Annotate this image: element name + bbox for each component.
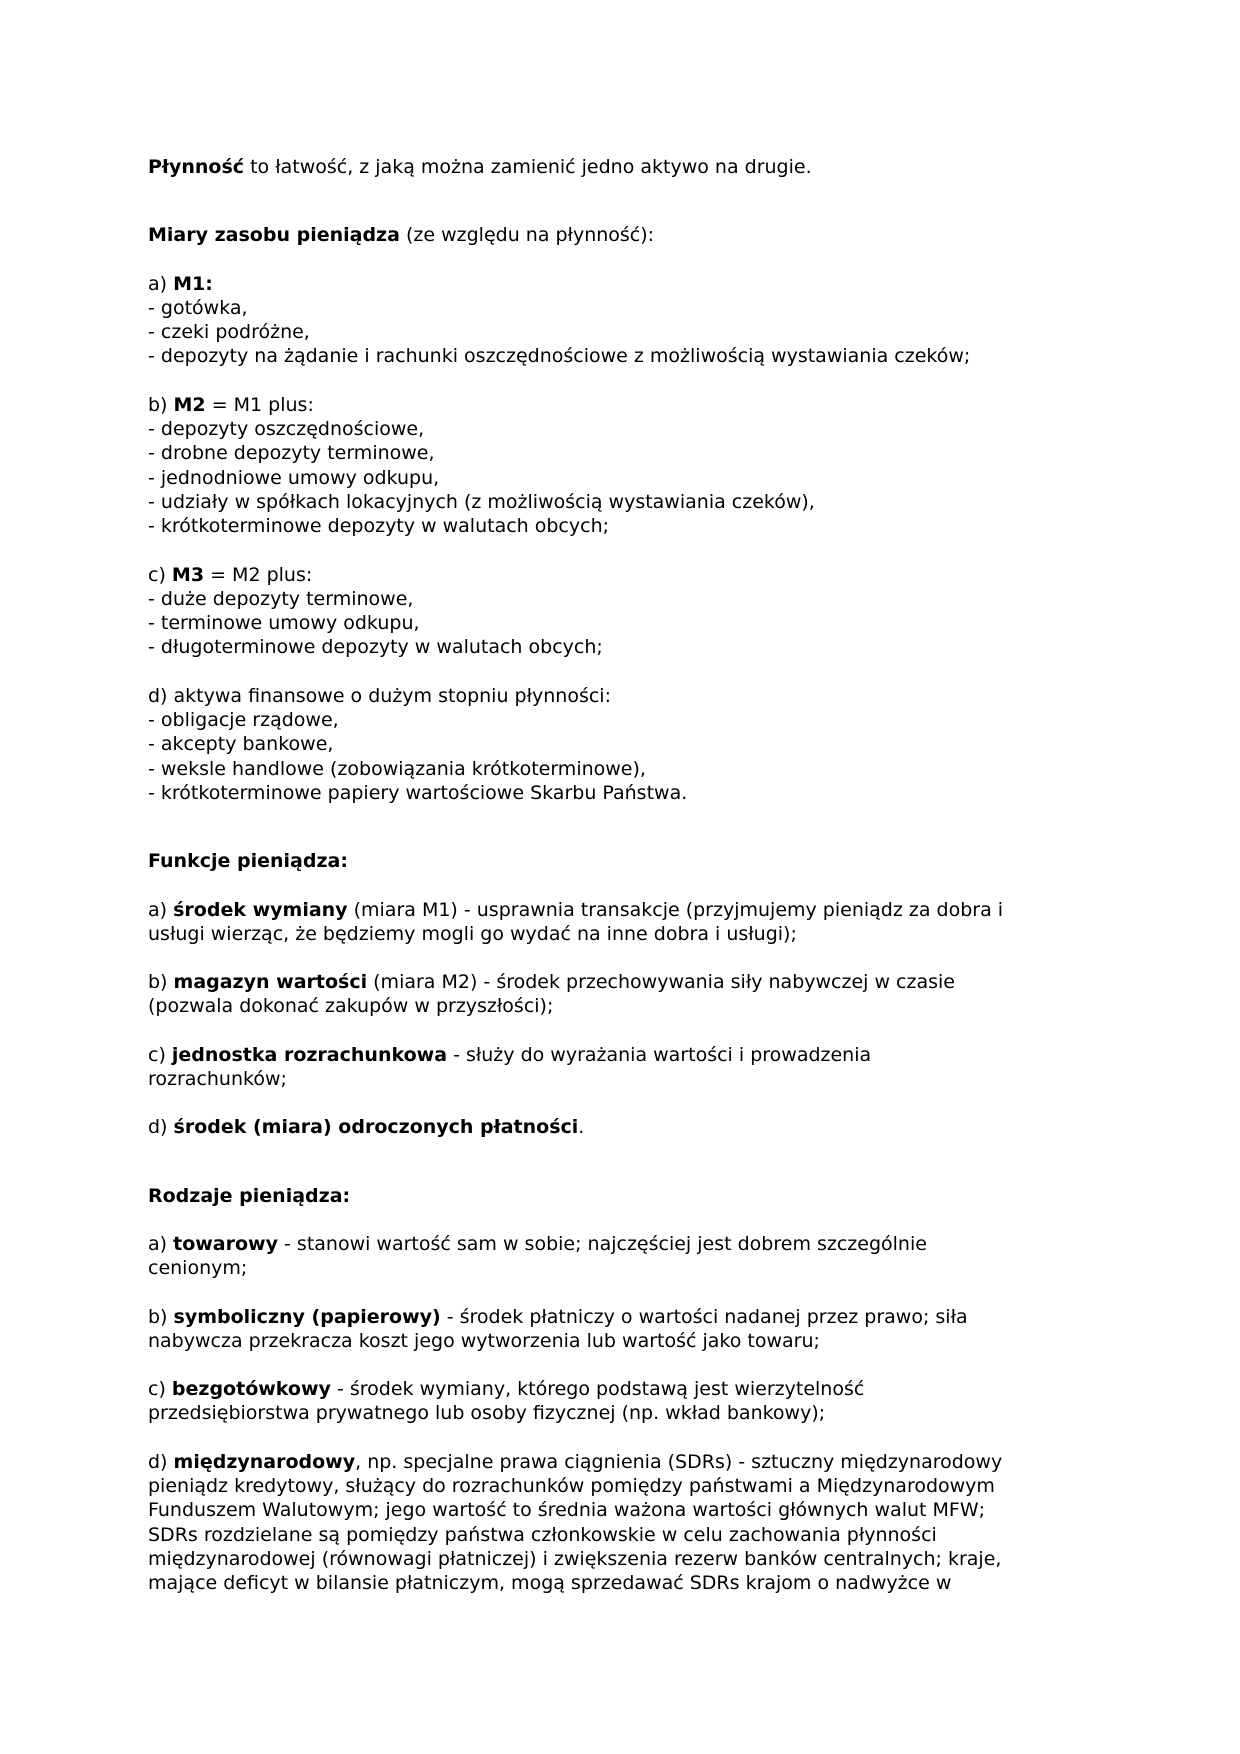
type-d-text: , np. specjalne prawa ciągnienia (SDRs) - sztuczny międzynarodowy bbox=[355, 1450, 1003, 1473]
m3-prefix: c) bbox=[148, 563, 172, 586]
list-item: - czeki podróżne, bbox=[148, 321, 310, 344]
function-a-text: (miara M1) - usprawnia transakcje (przyjmujemy pieniądz za dobra i bbox=[347, 898, 1004, 921]
m3-rest: = M2 plus: bbox=[204, 563, 313, 586]
type-a-text: - stanowi wartość sam w sobie; najczęściej jest dobrem szczególnie bbox=[277, 1232, 927, 1255]
list-item: - weksle handlowe (zobowiązania krótkoterminowe), bbox=[148, 757, 646, 780]
intro-text: to łatwość, z jaką można zamienić jedno aktywo na drugie. bbox=[244, 156, 812, 178]
measures-heading-term: Miary zasobu pieniądza bbox=[148, 224, 400, 247]
measures-heading bbox=[148, 223, 1088, 247]
m2-name: M2 bbox=[173, 393, 206, 416]
type-a-prefix: a) bbox=[148, 1232, 174, 1255]
function-d-rest: . bbox=[578, 1116, 585, 1139]
type-b-line2: nabywcza przekracza koszt jego wytworzenia lub wartość jako towaru; bbox=[148, 1329, 820, 1352]
type-c-term: bezgotówkowy bbox=[171, 1378, 331, 1401]
type-c bbox=[148, 1377, 1088, 1426]
m1-heading bbox=[148, 272, 1088, 296]
function-d-term: środek (miara) odroczonych płatności bbox=[173, 1116, 579, 1139]
type-b bbox=[148, 1305, 1088, 1354]
list-item: - krótkoterminowe papiery wartościowe Skarbu Państwa. bbox=[148, 781, 688, 804]
m2-rest: = M1 plus: bbox=[205, 393, 314, 416]
function-a-line1 bbox=[148, 898, 1088, 922]
function-c-term: jednostka rozrachunkowa bbox=[171, 1043, 448, 1066]
function-d-line1 bbox=[148, 1115, 1088, 1139]
type-d-line: mające deficyt w bilansie płatniczym, mogą sprzedawać SDRs krajom o nadwyżce w bbox=[148, 1572, 952, 1595]
function-d bbox=[148, 1115, 1088, 1139]
function-a bbox=[148, 898, 1088, 947]
intro-term: Płynność bbox=[148, 156, 245, 178]
type-b-term: symboliczny (papierowy) bbox=[173, 1305, 441, 1328]
function-a-line2: usługi wierząc, że będziemy mogli go wydać na inne dobra i usługi); bbox=[148, 922, 797, 945]
function-b-term: magazyn wartości bbox=[173, 971, 368, 994]
m3-name: M3 bbox=[171, 563, 205, 586]
function-c-text: - służy do wyrażania wartości i prowadzenia bbox=[447, 1043, 872, 1066]
list-item: - terminowe umowy odkupu, bbox=[148, 612, 420, 635]
list-item: - jednodniowe umowy odkupu, bbox=[148, 466, 440, 489]
measures-heading-rest: (ze względu na płynność): bbox=[399, 224, 655, 247]
function-d-prefix: d) bbox=[148, 1116, 174, 1139]
list-item: - depozyty oszczędnościowe, bbox=[148, 418, 425, 441]
type-d-line1 bbox=[148, 1450, 1088, 1474]
intro-paragraph bbox=[148, 155, 1088, 179]
function-c-line2: rozrachunków; bbox=[148, 1068, 287, 1091]
type-c-line1 bbox=[148, 1377, 1088, 1401]
type-a-line2: cenionym; bbox=[148, 1257, 248, 1280]
function-b-text: (miara M2) - środek przechowywania siły nabywczej w czasie bbox=[367, 971, 955, 994]
m3-heading bbox=[148, 563, 1088, 587]
type-b-text: - środek płatniczy o wartości nadanej przez prawo; siła bbox=[440, 1305, 968, 1328]
function-b-line1 bbox=[148, 970, 1088, 994]
type-d-term: międzynarodowy bbox=[173, 1450, 356, 1473]
m2-block bbox=[148, 393, 1088, 539]
list-item: - drobne depozyty terminowe, bbox=[148, 442, 435, 465]
list-item: - długoterminowe depozyty w walutach obcych; bbox=[148, 636, 603, 659]
type-d bbox=[148, 1450, 1088, 1596]
type-a-term: towarowy bbox=[173, 1232, 278, 1255]
type-b-line1 bbox=[148, 1305, 1088, 1329]
types-heading-text: Rodzaje pieniądza: bbox=[148, 1184, 351, 1207]
type-a-line1 bbox=[148, 1232, 1088, 1256]
list-item: - udziały w spółkach lokacyjnych (z możliwością wystawiania czeków), bbox=[148, 490, 815, 513]
function-c-line1 bbox=[148, 1043, 1088, 1067]
type-d-prefix: d) bbox=[148, 1450, 174, 1473]
types-heading bbox=[148, 1184, 1088, 1208]
list-item: - depozyty na żądanie i rachunki oszczędnościowe z możliwością wystawiania czeków; bbox=[148, 345, 971, 368]
m2-heading bbox=[148, 393, 1088, 417]
liquid-assets-block bbox=[148, 684, 1088, 805]
function-a-term: środek wymiany bbox=[173, 898, 348, 921]
type-d-line: pieniądz kredytowy, służący do rozrachunków pomiędzy państwami a Międzynarodowym bbox=[148, 1474, 995, 1497]
m1-prefix: a) bbox=[148, 272, 174, 295]
type-a bbox=[148, 1232, 1088, 1281]
type-c-prefix: c) bbox=[148, 1378, 172, 1401]
function-a-prefix: a) bbox=[148, 898, 174, 921]
m2-prefix: b) bbox=[148, 393, 174, 416]
function-c-prefix: c) bbox=[148, 1043, 172, 1066]
type-c-text: - środek wymiany, którego podstawą jest wierzytelność bbox=[330, 1378, 865, 1401]
list-item: - obligacje rządowe, bbox=[148, 709, 339, 732]
type-d-line: SDRs rozdzielane są pomiędzy państwa członkowskie w celu zachowania płynności bbox=[148, 1523, 937, 1546]
function-b-prefix: b) bbox=[148, 971, 174, 994]
function-b bbox=[148, 970, 1088, 1019]
list-item: - gotówka, bbox=[148, 296, 248, 319]
document-body bbox=[148, 155, 1088, 1595]
functions-heading bbox=[148, 849, 1088, 873]
liquid-assets-heading: d) aktywa finansowe o dużym stopniu płynności: bbox=[148, 684, 611, 707]
list-item: - krótkoterminowe depozyty w walutach obcych; bbox=[148, 515, 610, 538]
function-b-line2: (pozwala dokonać zakupów w przyszłości); bbox=[148, 995, 554, 1018]
function-c bbox=[148, 1043, 1088, 1092]
m1-name: M1: bbox=[173, 272, 213, 295]
m3-block bbox=[148, 563, 1088, 660]
type-c-line2: przedsiębiorstwa prywatnego lub osoby fizycznej (np. wkład bankowy); bbox=[148, 1402, 826, 1425]
list-item: - akcepty bankowe, bbox=[148, 733, 334, 756]
m1-block bbox=[148, 272, 1088, 369]
type-d-line: Funduszem Walutowym; jego wartość to średnia ważona wartości głównych walut MFW; bbox=[148, 1499, 986, 1522]
type-d-line: międzynarodowej (równowagi płatniczej) i zwiększenia rezerw banków centralnych; kraje, bbox=[148, 1547, 1002, 1570]
type-b-prefix: b) bbox=[148, 1305, 174, 1328]
functions-heading-text: Funkcje pieniądza: bbox=[148, 850, 348, 873]
list-item: - duże depozyty terminowe, bbox=[148, 587, 414, 610]
